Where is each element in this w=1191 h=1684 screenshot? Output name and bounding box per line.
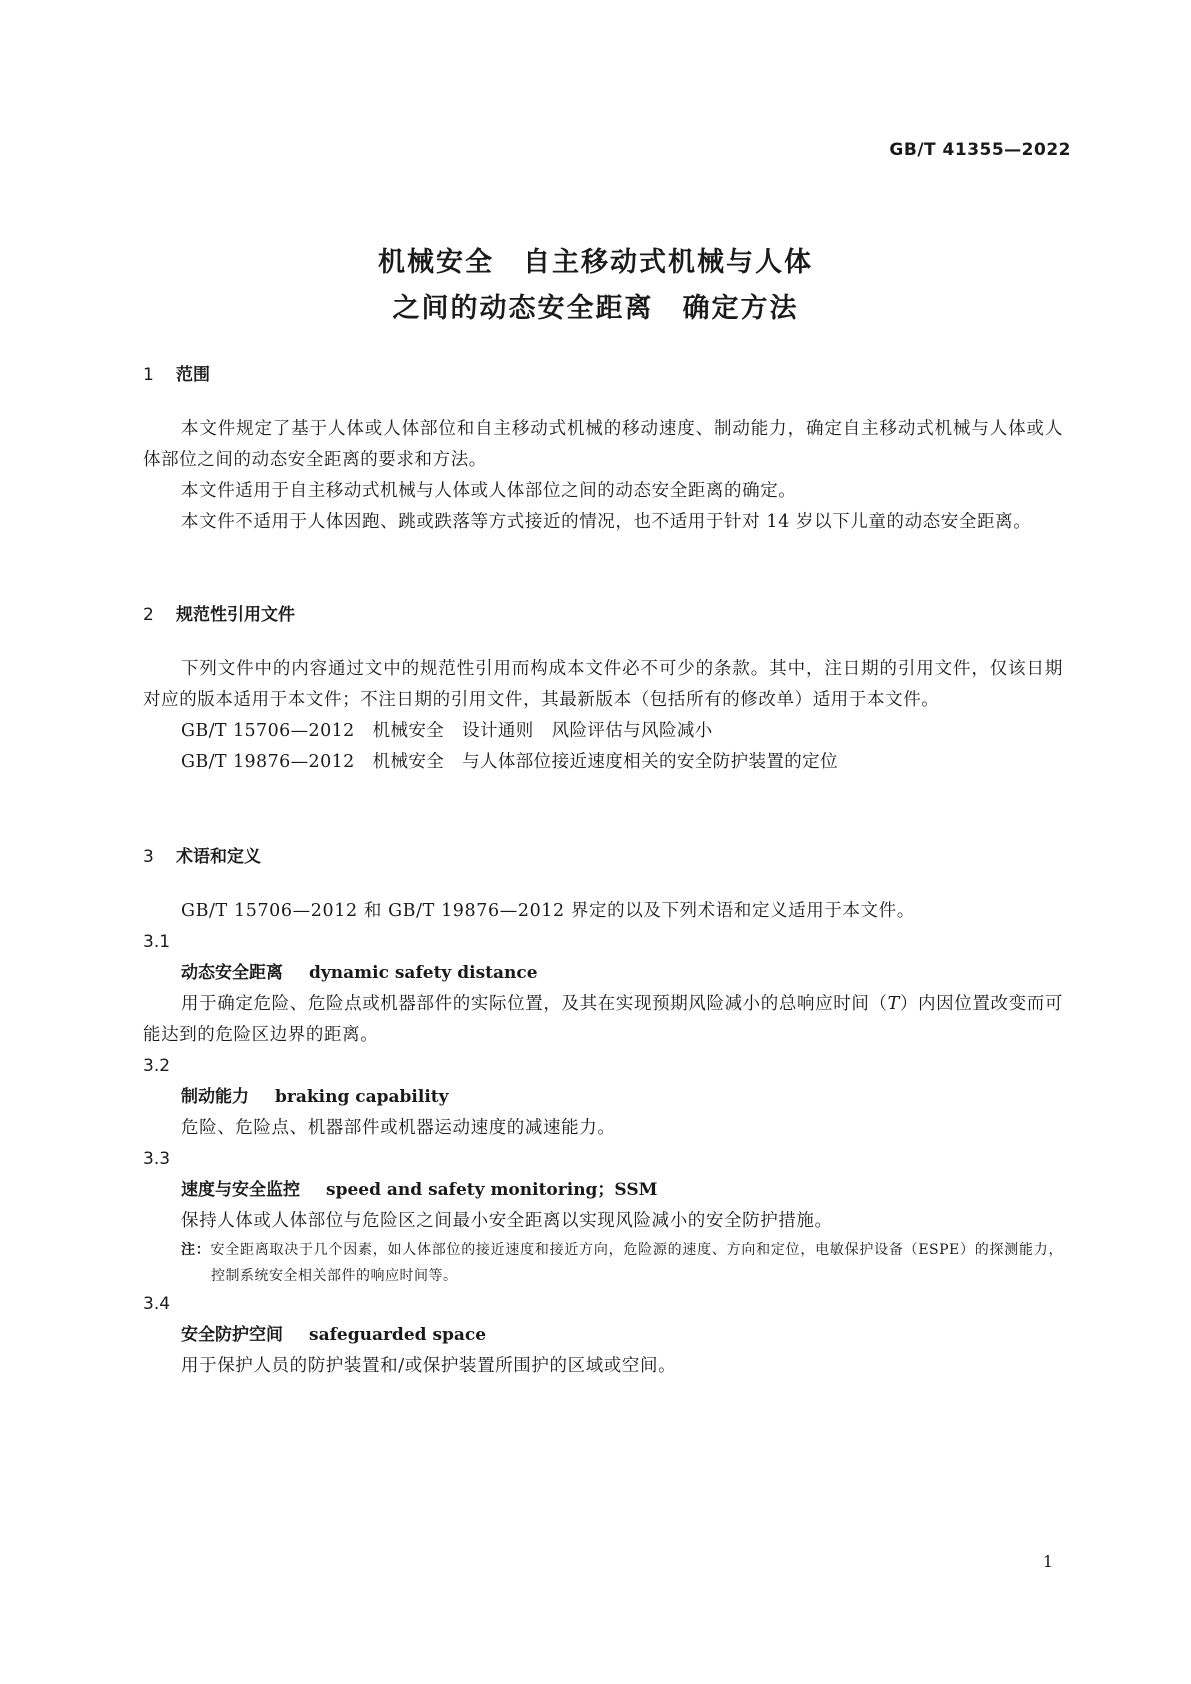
paragraph: 本文件适用于自主移动式机械与人体或人体部位之间的动态安全距离的确定。 <box>181 481 797 501</box>
term-entry <box>143 958 1063 989</box>
section-3 <box>143 842 1063 867</box>
section-heading <box>143 600 1063 625</box>
section-number: 1 <box>143 365 154 385</box>
section-number: 2 <box>143 605 154 625</box>
paragraph: GB/T 15706—2012 和 GB/T 19876—2012 界定的以及下列术语和定义适用于本文件。 <box>181 901 915 921</box>
normative-reference: GB/T 15706—2012 机械安全 设计通则 风险评估与风险减小 <box>181 721 713 741</box>
term-chinese: 制动能力 <box>181 1087 249 1107</box>
term-english: safeguarded space <box>309 1325 487 1345</box>
section-1 <box>143 360 1063 385</box>
term-definition: 用于保护人员的防护装置和/或保护装置所围护的区域或空间。 <box>181 1356 677 1376</box>
note-label: 注： <box>181 1242 211 1258</box>
term-english: dynamic safety distance <box>309 963 538 983</box>
variable-T: T <box>887 994 900 1014</box>
term-number: 3.1 <box>143 932 171 952</box>
term-entry <box>143 1082 1063 1113</box>
term-definition: 用于确定危险、危险点或机器部件的实际位置，及其在实现预期风险减小的总响应时间（T）内因位置改变而可能达到的危险区边界的距离。 <box>143 994 1063 1045</box>
page-number: 1 <box>1042 1552 1053 1571</box>
paragraph: 下列文件中的内容通过文中的规范性引用而构成本文件必不可少的条款。其中，注日期的引用文件，仅该日期对应的版本适用于本文件；不注日期的引用文件，其最新版本（包括所有的修改单）适用于本文件。 <box>143 659 1063 710</box>
term-english: braking capability <box>275 1087 449 1107</box>
term-entry <box>143 1175 1063 1206</box>
term-definition: 危险、危险点、机器部件或机器运动速度的减速能力。 <box>181 1118 616 1138</box>
title-line-2: 之间的动态安全距离 确定方法 <box>392 293 799 324</box>
term-english: speed and safety monitoring；SSM <box>326 1180 658 1200</box>
title-line-1: 机械安全 自主移动式机械与人体 <box>378 247 813 278</box>
normative-reference: GB/T 19876—2012 机械安全 与人体部位接近速度相关的安全防护装置的定位 <box>181 752 838 772</box>
section-heading <box>143 842 1063 867</box>
term-number: 3.4 <box>143 1294 171 1314</box>
term-number: 3.2 <box>143 1056 171 1076</box>
section-number: 3 <box>143 847 154 867</box>
note-text: 安全距离取决于几个因素，如人体部位的接近速度和接近方向，危险源的速度、方向和定位，电敏保护设备（ESPE）的探测能力，控制系统安全相关部件的响应时间等。 <box>210 1242 1064 1284</box>
term-chinese: 动态安全距离 <box>181 963 283 983</box>
section-2 <box>143 600 1063 625</box>
term-chinese: 速度与安全监控 <box>181 1180 300 1200</box>
section-title: 规范性引用文件 <box>176 605 295 625</box>
term-entry <box>143 1320 1063 1351</box>
section-title: 范围 <box>176 365 210 385</box>
document-title <box>0 240 1191 332</box>
term-note <box>143 1237 1063 1289</box>
term-chinese: 安全防护空间 <box>181 1325 283 1345</box>
section-title: 术语和定义 <box>176 847 261 867</box>
standard-number: GB/T 41355—2022 <box>889 140 1071 160</box>
section-1-body <box>143 414 1063 538</box>
paragraph: 本文件规定了基于人体或人体部位和自主移动式机械的移动速度、制动能力，确定自主移动式机械与人体或人体部位之间的动态安全距离的要求和方法。 <box>143 419 1063 470</box>
term-definition: 保持人体或人体部位与危险区之间最小安全距离以实现风险减小的安全防护措施。 <box>181 1211 833 1231</box>
section-heading <box>143 360 1063 385</box>
section-2-body <box>143 654 1063 778</box>
section-3-body <box>143 896 1063 1382</box>
paragraph: 本文件不适用于人体因跑、跳或跌落等方式接近的情况，也不适用于针对 14 岁以下儿童的动态安全距离。 <box>181 512 1032 532</box>
term-number: 3.3 <box>143 1149 171 1169</box>
